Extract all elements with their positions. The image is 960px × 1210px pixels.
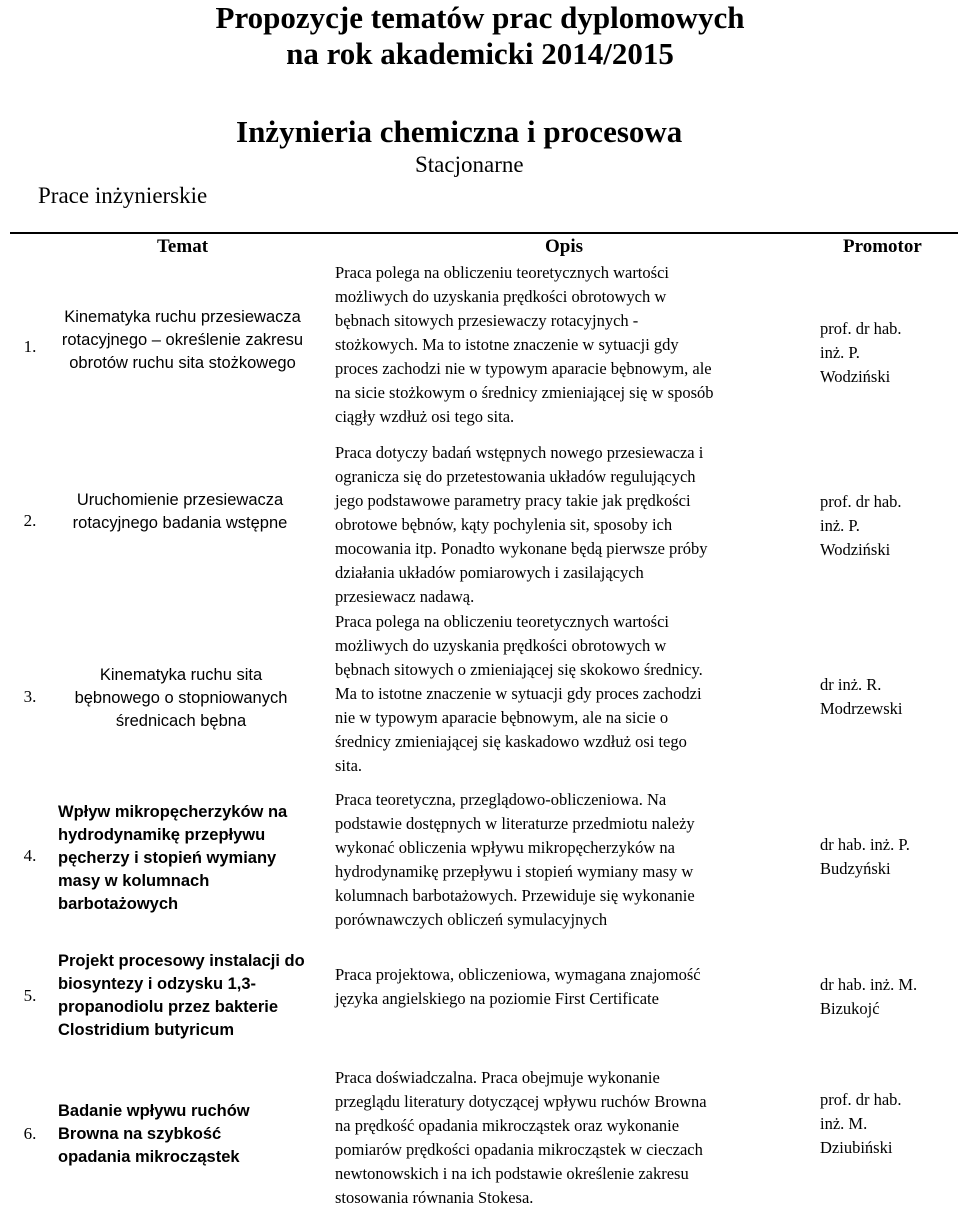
thesis-kind: Prace inżynierskie (38, 183, 208, 208)
row-number: 3. (23, 687, 37, 706)
row-topic: Badanie wpływu ruchów Browna na szybkość opadania mikrocząstek (58, 1102, 250, 1166)
row-topic: Projekt procesowy instalacji do biosyntezy i odzysku 1,3-propanodiolu przez bakterie Clostridium butyricum (58, 952, 305, 1039)
title-line-2: na rok akademicki 2014/2015 (286, 36, 674, 71)
row-description: Praca projektowa, obliczeniowa, wymagana znajomość języka angielskiego na poziomie First Certificate (335, 965, 701, 1008)
row-topic: Kinematyka ruchu przesiewacza rotacyjnego – określenie zakresu obrotów ruchu sita stożkowego (61, 308, 304, 372)
row-promoter: dr hab. inż. P. Budzyński (820, 835, 910, 878)
department-heading: Inżynieria chemiczna i procesowa (236, 114, 683, 149)
row-topic: Uruchomienie przesiewacza rotacyjnego badania wstępne (72, 491, 288, 532)
row-description: Praca dotyczy badań wstępnych nowego przesiewacza i ogranicza się do przetestowania układów regulujących jego podstawowe parametry pracy takie jak prędkości obrotowe bębnów, kąty pochylenia sit, sposoby ich mocowania itp. Ponadto wykonane będą pierwsze próby działania układów pomiarowych i zasilających przesiewacz nadawą. (335, 443, 708, 606)
row-description: Praca polega na obliczeniu teoretycznych wartości możliwych do uzyskania prędkości obrotowych w bębnach sitowych o zmieniającej się skokowo średnicy. Ma to istotne znaczenie w sytuacji gdy proces zachodzi nie w typowym aparacie bębnowym, ale na sicie o średnicy zmieniającej się kaskadowo wzdłuż osi tego sita. (335, 612, 703, 775)
row-topic: Kinematyka ruchu sita bębnowego o stopniowanych średnicach bębna (74, 666, 288, 730)
column-header-topic: Temat (157, 236, 209, 257)
row-promoter: prof. dr hab. inż. P. Wodziński (820, 319, 902, 386)
column-header-promoter: Promotor (843, 236, 922, 257)
row-number: 6. (23, 1124, 37, 1143)
study-mode: Stacjonarne (415, 152, 524, 177)
row-number: 1. (23, 337, 37, 356)
row-promoter: prof. dr hab. inż. M. Dziubiński (820, 1090, 902, 1157)
row-description: Praca polega na obliczeniu teoretycznych wartości możliwych do uzyskania prędkości obrotowych w bębnach sitowych przesiewaczy rotacyjnych - stożkowych. Ma to istotne znaczenie w sytuacji gdy proces zachodzi nie w typowym aparacie bębnowym, ale na sicie stożkowym o średnicy zmieniającej się w sposób ciągły wzdłuż osi tego sita. (335, 263, 714, 426)
row-promoter: dr hab. inż. M. Bizukojć (820, 975, 918, 1018)
row-description: Praca teoretyczna, przeglądowo-obliczeniowa. Na podstawie dostępnych w literaturze przedmiotu należy wykonać obliczenia wpływu mikropęcherzyków na hydrodynamikę przepływu i stopień wymiany masy w kolumnach barbotażowych. Przewiduje się wykonanie porównawczych obliczeń symulacyjnych (335, 790, 695, 929)
title-line-1: Propozycje tematów prac dyplomowych (215, 0, 745, 35)
row-promoter: dr inż. R. Modrzewski (820, 675, 903, 718)
row-number: 4. (23, 846, 37, 865)
row-topic: Wpływ mikropęcherzyków na hydrodynamikę przepływu pęcherzy i stopień wymiany masy w kolumnach barbotażowych (58, 803, 288, 913)
row-number: 2. (23, 511, 37, 530)
column-header-description: Opis (545, 236, 584, 257)
row-description: Praca doświadczalna. Praca obejmuje wykonanie przeglądu literatury dotyczącej wpływu ruchów Browna na prędkość opadania mikrocząstek oraz wykonanie pomiarów prędkości opadania mikrocząstek w cieczach newtonowskich i na ich podstawie określenie zakresu stosowania równania Stokesa. (335, 1068, 707, 1207)
row-promoter: prof. dr hab. inż. P. Wodziński (820, 492, 902, 559)
row-number: 5. (23, 986, 37, 1005)
table-top-rule (10, 232, 958, 234)
